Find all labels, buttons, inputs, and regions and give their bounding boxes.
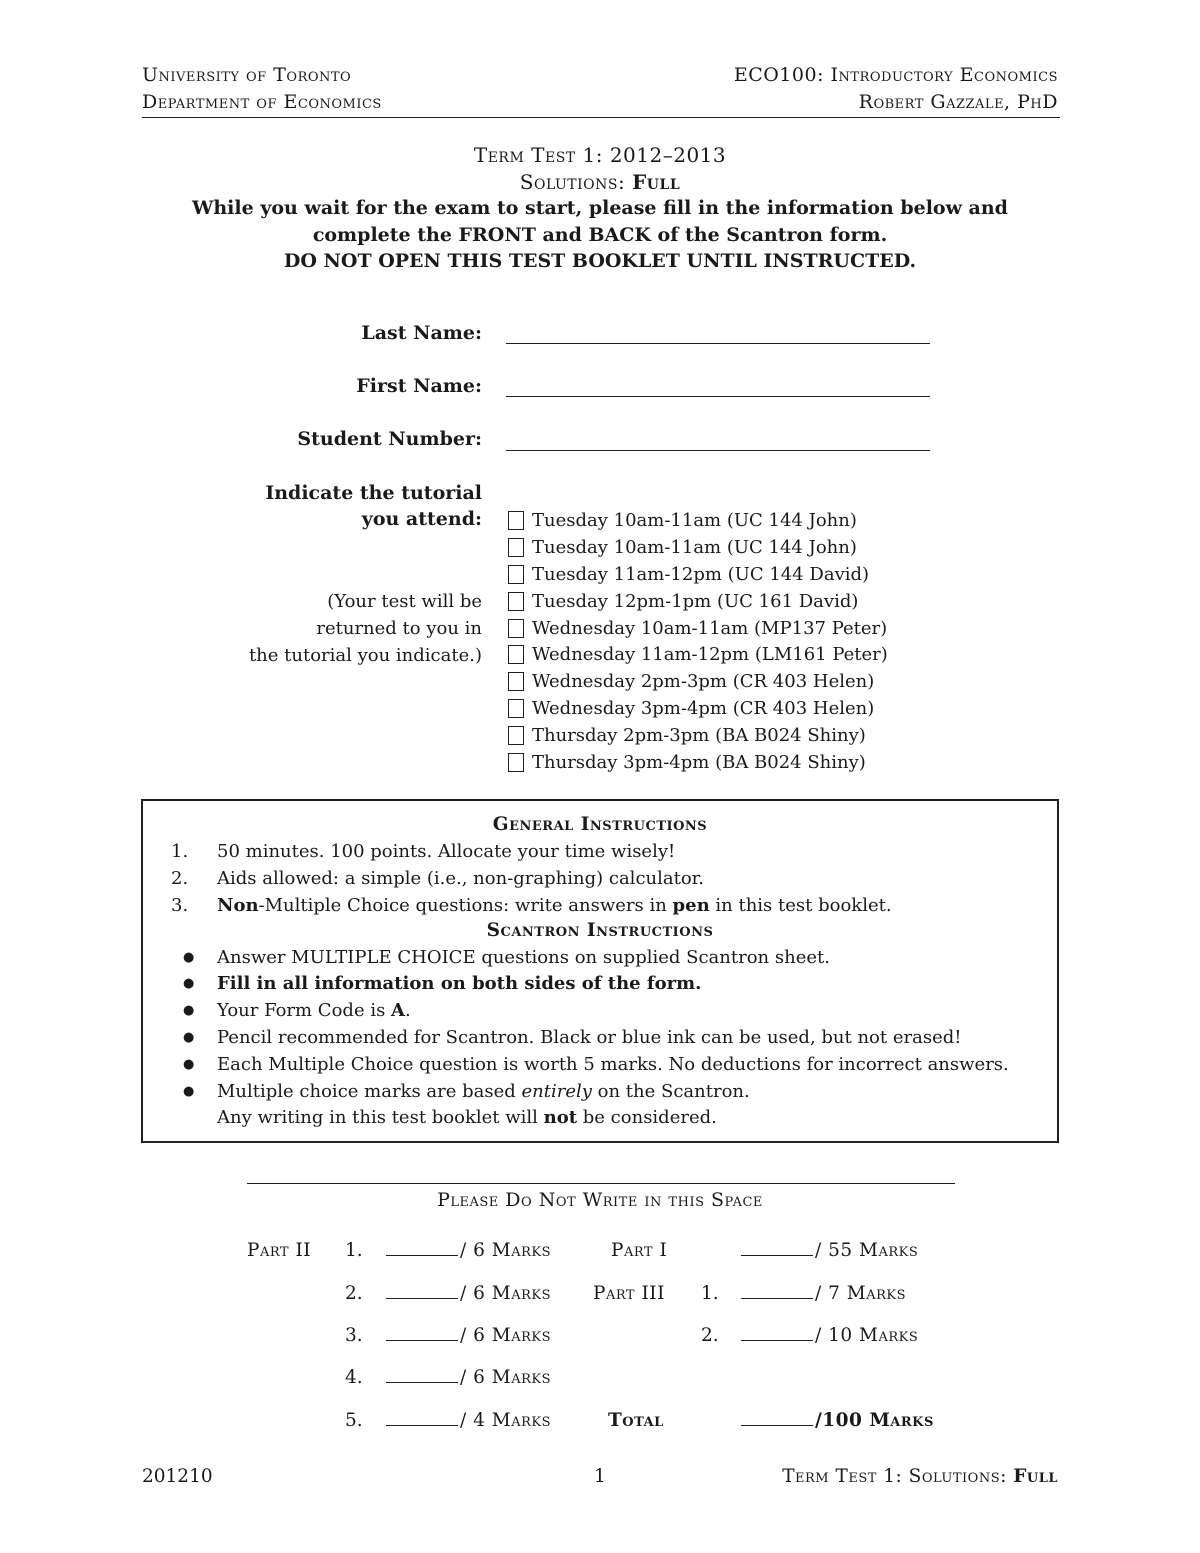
student-number-label: Student Number: [297, 428, 482, 450]
tutorial-option-label: Wednesday 2pm-3pm (CR 403 Helen) [532, 671, 875, 693]
question-number: 2. [701, 1325, 719, 1346]
checkbox[interactable] [508, 699, 524, 718]
instructor-name: Robert Gazzale, PhD [858, 91, 1058, 113]
tutorial-option-label: Tuesday 10am-11am (UC 144 John) [532, 509, 857, 531]
tutorial-option-label: Tuesday 11am-12pm (UC 144 David) [532, 563, 870, 585]
part1-label: Part I [611, 1240, 668, 1261]
total-entry[interactable] [741, 1410, 934, 1431]
score-blank[interactable] [741, 1297, 813, 1299]
marks-entry[interactable] [386, 1367, 551, 1388]
marks-text: /100 Marks [815, 1410, 934, 1431]
tutorial-note [249, 588, 482, 669]
marks-rule [247, 1183, 955, 1184]
tutorial-option-label: Wednesday 11am-12pm (LM161 Peter) [532, 644, 888, 666]
bullet-icon: ● [183, 1030, 195, 1045]
tutorial-list [508, 507, 888, 776]
tutorial-option[interactable] [508, 722, 888, 749]
solutions-line [0, 170, 1200, 194]
question-number: 3. [345, 1325, 363, 1346]
tutorial-option-label: Tuesday 10am-11am (UC 144 John) [532, 536, 857, 558]
scantron-item [171, 1081, 750, 1102]
item-text: Multiple choice marks are based [217, 1081, 522, 1102]
bullet-icon: ● [183, 1084, 195, 1099]
first-name-field[interactable] [506, 396, 930, 397]
marks-text: / 10 Marks [815, 1325, 919, 1346]
marks-row [345, 1410, 363, 1431]
item-text: on the Scantron. [591, 1081, 750, 1102]
test-title: Term Test 1: 2012–2013 [473, 143, 727, 167]
tutorial-option[interactable] [508, 561, 888, 588]
item-text: . [405, 1000, 411, 1021]
general-item [171, 841, 675, 862]
question-number: 4. [345, 1367, 363, 1388]
item-text: Aids allowed: a simple (i.e., non-graphing) calculator. [217, 868, 705, 889]
marks-heading: Please Do Not Write in this Space [437, 1189, 763, 1211]
bullet-icon: ● [183, 1057, 195, 1072]
score-blank[interactable] [741, 1254, 813, 1256]
scantron-item [171, 947, 830, 968]
wait-instruction-1: While you wait for the exam to start, please fill in the information below and [192, 197, 1008, 219]
bullet-icon: ● [183, 950, 195, 965]
university-name: University of Toronto [142, 64, 352, 86]
checkbox[interactable] [508, 726, 524, 745]
question-number: 5. [345, 1410, 363, 1431]
item-bold: Non [217, 895, 259, 916]
scantron-item [171, 1107, 717, 1128]
marks-row [345, 1240, 363, 1261]
score-blank[interactable] [741, 1339, 813, 1341]
tutorial-option[interactable] [508, 641, 888, 668]
item-bold: pen [672, 895, 710, 916]
footer-title-text: Term Test 1: Solutions: [782, 1466, 1014, 1487]
general-item [171, 868, 704, 889]
tutorial-option-label: Wednesday 3pm-4pm (CR 403 Helen) [532, 698, 875, 720]
item-text: Fill in all information on both sides of the form. [217, 973, 702, 994]
marks-text: / 6 Marks [460, 1367, 552, 1388]
item-text: Pencil recommended for Scantron. Black or blue ink can be used, but not erased! [217, 1027, 962, 1048]
tutorial-option[interactable] [508, 588, 888, 615]
scantron-item [171, 973, 701, 994]
item-text: Answer MULTIPLE CHOICE questions on supplied Scantron sheet. [217, 947, 830, 968]
general-instructions-heading: General Instructions [492, 814, 708, 835]
checkbox[interactable] [508, 511, 524, 530]
department-name: Department of Economics [142, 91, 382, 113]
marks-text: / 6 Marks [460, 1240, 552, 1261]
item-bold: not [543, 1107, 578, 1128]
page-number: 1 [594, 1466, 606, 1487]
score-blank[interactable] [386, 1424, 458, 1426]
marks-text: / 7 Marks [815, 1283, 907, 1304]
marks-entry[interactable] [741, 1325, 918, 1346]
last-name-field[interactable] [506, 343, 930, 344]
part3-label: Part III [593, 1283, 665, 1304]
tutorial-label-2: you attend: [361, 508, 482, 530]
marks-row [345, 1283, 363, 1304]
solutions-prefix: Solutions: [519, 170, 633, 194]
marks-text: / 6 Marks [460, 1325, 552, 1346]
tutorial-option-label: Thursday 3pm-4pm (BA B024 Shiny) [532, 751, 866, 773]
tutorial-option[interactable] [508, 749, 888, 776]
score-blank[interactable] [386, 1254, 458, 1256]
footer-title-bold: Full [1013, 1466, 1058, 1487]
instructions-box [141, 799, 1059, 1143]
checkbox[interactable] [508, 565, 524, 584]
item-number: 1. [171, 841, 189, 862]
marks-entry[interactable] [741, 1240, 918, 1261]
score-blank[interactable] [386, 1339, 458, 1341]
form-code: A [391, 1000, 406, 1021]
question-number: 1. [345, 1240, 363, 1261]
score-blank[interactable] [386, 1297, 458, 1299]
tutorial-option[interactable] [508, 668, 888, 695]
solutions-full: Full [632, 170, 681, 194]
item-text: in this test booklet. [709, 895, 892, 916]
checkbox[interactable] [508, 645, 524, 664]
marks-entry[interactable] [741, 1283, 906, 1304]
question-number: 1. [701, 1283, 719, 1304]
do-not-open-warning: DO NOT OPEN THIS TEST BOOKLET UNTIL INSTRUCTED. [283, 250, 917, 272]
bullet-icon: ● [183, 1003, 195, 1018]
score-blank[interactable] [741, 1424, 813, 1426]
tutorial-option[interactable] [508, 615, 888, 642]
tutorial-option-label: Tuesday 12pm-1pm (UC 161 David) [532, 590, 859, 612]
item-text: Each Multiple Choice question is worth 5 marks. No deductions for incorrect answers. [217, 1054, 1009, 1075]
tutorial-option[interactable] [508, 507, 888, 534]
marks-text: / 6 Marks [460, 1283, 552, 1304]
marks-entry[interactable] [386, 1283, 551, 1304]
checkbox[interactable] [508, 619, 524, 638]
marks-text: / 4 Marks [460, 1410, 552, 1431]
tutorial-option[interactable] [508, 534, 888, 561]
tutorial-note-line: the tutorial you indicate.) [248, 645, 482, 666]
marks-row [345, 1367, 363, 1388]
bullet-icon: ● [183, 976, 195, 991]
marks-text: / 55 Marks [815, 1240, 919, 1261]
tutorial-option-label: Wednesday 10am-11am (MP137 Peter) [532, 617, 888, 639]
score-blank[interactable] [386, 1381, 458, 1383]
last-name-label: Last Name: [361, 322, 482, 344]
item-text: Your Form Code is [217, 1000, 392, 1021]
header-rule [142, 117, 1060, 118]
scantron-item [171, 1000, 411, 1021]
tutorial-option-label: Thursday 2pm-3pm (BA B024 Shiny) [532, 725, 866, 747]
part2-label: Part II [247, 1240, 312, 1261]
marks-entry[interactable] [386, 1325, 551, 1346]
footer-code: 201210 [142, 1466, 213, 1487]
footer-title [782, 1466, 1058, 1487]
general-item [171, 895, 892, 916]
marks-entry[interactable] [386, 1410, 551, 1431]
student-number-field[interactable] [506, 450, 930, 451]
item-number: 2. [171, 868, 189, 889]
course-title: ECO100: Introductory Economics [733, 64, 1058, 86]
wait-instruction-2: complete the FRONT and BACK of the Scantron form. [312, 224, 888, 246]
checkbox[interactable] [508, 672, 524, 691]
checkbox[interactable] [508, 753, 524, 772]
item-text: -Multiple Choice questions: write answers in [258, 895, 673, 916]
item-text: Any writing in this test booklet will [217, 1107, 544, 1128]
scantron-instructions-heading: Scantron Instructions [486, 920, 714, 941]
tutorial-label-1: Indicate the tutorial [265, 482, 482, 504]
total-label: Total [608, 1410, 664, 1431]
checkbox[interactable] [508, 538, 524, 557]
tutorial-note-line: (Your test will be [327, 591, 482, 612]
item-number: 3. [171, 895, 189, 916]
marks-entry[interactable] [386, 1240, 551, 1261]
item-italic: entirely [521, 1081, 592, 1102]
tutorial-option[interactable] [508, 695, 888, 722]
question-number: 2. [345, 1283, 363, 1304]
scantron-item [171, 1054, 1009, 1075]
item-text: be considered. [577, 1107, 717, 1128]
tutorial-note-line: returned to you in [316, 618, 482, 639]
item-text: 50 minutes. 100 points. Allocate your time wisely! [217, 841, 676, 862]
scantron-item [171, 1027, 962, 1048]
marks-row [345, 1325, 363, 1346]
first-name-label: First Name: [356, 375, 482, 397]
checkbox[interactable] [508, 592, 524, 611]
